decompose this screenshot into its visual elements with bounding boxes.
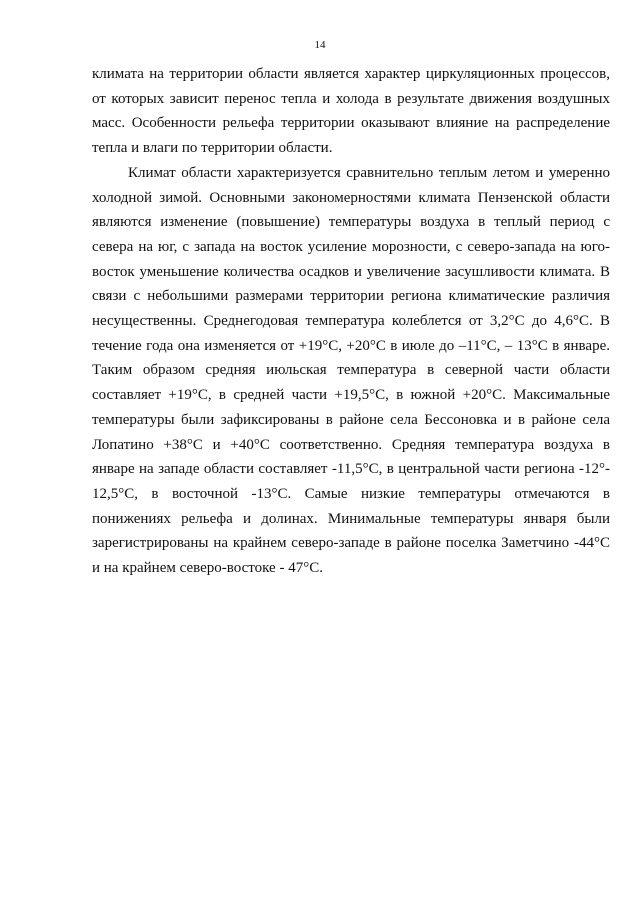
text-line: холодной зимой. Основными закономерностями климата Пензенской области (92, 189, 610, 206)
paragraph-climate (92, 161, 610, 581)
text-line: климата на территории области является характер циркуляционных процессов, (92, 66, 610, 82)
text-line: составляет +19°С, в средней части +19,5°С, в южной +20°С. Максимальные (92, 387, 610, 404)
text-line: течение года она изменяется от +19°С, +20°С в июле до –11°С, – 13°С в январе. (92, 337, 610, 354)
text-line: январе на западе области составляет -11,5°С, в центральной части региона -12°- (92, 461, 610, 478)
text-line: масс. Особенности рельефа территории оказывают влияние на распределение (92, 115, 610, 132)
text-line: температуры были зафиксированы в районе села Бессоновка и в районе села (92, 411, 610, 428)
text-line: являются изменение (повышение) температуры воздуха в теплый период с (92, 214, 610, 231)
text-line: и на крайнем северо-востоке - 47°С. (92, 560, 323, 577)
text-line: Лопатино +38°С и +40°С соответственно. Средняя температура воздуха в (92, 436, 610, 453)
text-line: севера на юг, с запада на восток усиление морозности, с северо-запада на юго- (92, 238, 610, 255)
text-line: восток уменьшение количества осадков и увеличение засушливости климата. В (92, 263, 610, 280)
body-text (92, 62, 610, 581)
text-line: понижениях рельефа и долинах. Минимальные температуры января были (92, 510, 610, 527)
text-line: тепла и влаги по территории области. (92, 140, 333, 157)
text-line: Климат области характеризуется сравнительно теплым летом и умеренно (128, 164, 610, 181)
page-number: 14 (314, 39, 326, 51)
text-line: 12,5°С, в восточной -13°С. Самые низкие температуры отмечаются в (92, 485, 610, 502)
text-line: несущественны. Среднегодовая температура колеблется от 3,2°С до 4,6°С. В (92, 313, 610, 330)
text-line: от которых зависит перенос тепла и холода в результате движения воздушных (92, 90, 610, 107)
text-line: зарегистрированы на крайнем северо-западе в районе поселка Заметчино -44°С (92, 535, 610, 552)
text-line: связи с небольшими размерами территории региона климатические различия (92, 288, 610, 305)
paragraph-circulation (92, 62, 610, 161)
text-line: Таким образом средняя июльская температура в северной части области (92, 362, 610, 379)
